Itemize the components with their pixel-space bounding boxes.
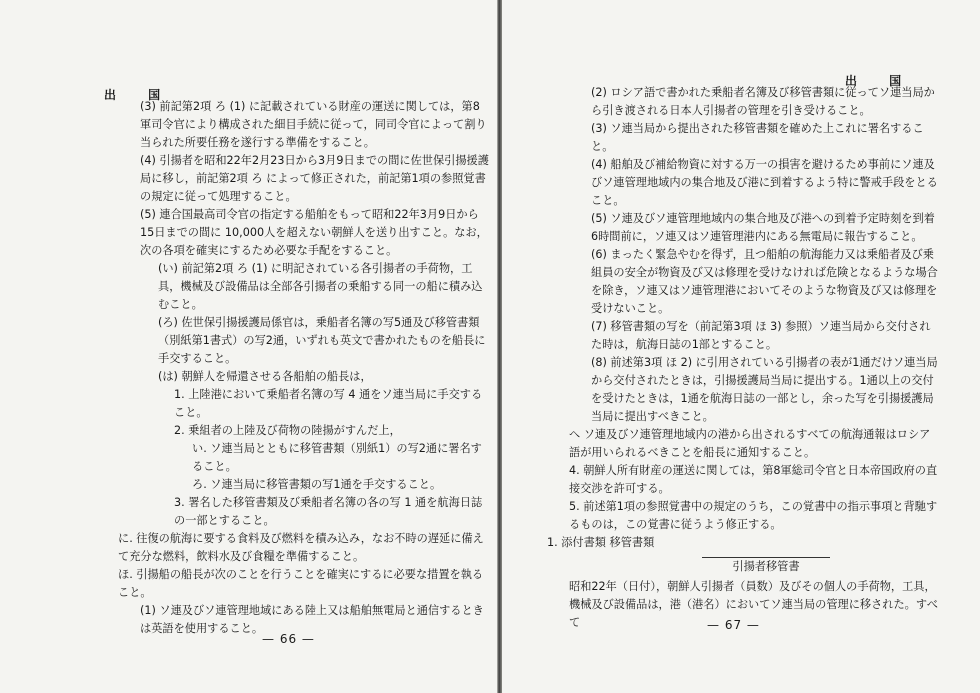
paragraph: ほ. 引揚船の船長が次のことを行うことを確実にするに必要な措置を執ること。 bbox=[118, 568, 484, 599]
paragraph: (は) 朝鮮人を帰還させる各船舶の船長は， bbox=[158, 370, 372, 383]
book-gutter bbox=[497, 0, 502, 693]
paragraph: へ ソ連及びソ連管理地域内の港から出されるすべての航海通報はロシア語が用いられるべきことを船長に通知すること。 bbox=[569, 428, 931, 459]
paragraph: 4. 朝鮮人所有財産の運送に関しては，第8軍総司令官と日本帝国政府の直接交渉を許可する。 bbox=[569, 464, 938, 495]
paragraph: (4) 引揚者を昭和22年2月23日から3月9日までの間に佐世保引揚援護局に移し，前記第2項 ろ によって修正された，前記第1項の参照覚書の規定に従って処理すること。 bbox=[140, 154, 489, 203]
paragraph: (6) まったく緊急やむを得ず，且つ船舶の航海能力又は乗船者及び乗組員の安全が物資及び又は修理を受けなければ危険となるような場合を除き，ソ連又はソ連管理港においてそのような物資及び又は修理を受けないこと。 bbox=[591, 248, 938, 315]
paragraph: 1. 添付書類 移管書類 bbox=[547, 536, 655, 549]
paragraph: (5) ソ連及びソ連管理地域内の集合地及び港への到着予定時刻を到着6時間前に，ソ連又はソ連管理港内にある無電局に報告すること。 bbox=[591, 212, 935, 243]
page-header: 出 国 bbox=[104, 88, 175, 102]
paragraph: (8) 前述第3項 ほ 2) に引用されている引揚者の表が1通だけソ連当局から交付されたときは，引揚援護局当局に提出する。1通以上の交付を受けたときは，1通を航海日誌の一部とし，余った写を引揚援護局当局に提出すべきこと。 bbox=[591, 356, 938, 423]
paragraph: 2. 乗組者の上陸及び荷物の陸揚がすんだ上， bbox=[174, 424, 401, 437]
page-number: — 66 — bbox=[262, 632, 315, 646]
paragraph: (い) 前記第2項 ろ (1) に明記されている各引揚者の手荷物，工具，機械及び設備品は全部各引揚者の乗船する同一の船に積み込むこと。 bbox=[158, 262, 483, 311]
paragraph: (4) 船舶及び補給物資に対する万一の損害を避けるため事前にソ連及びソ連管理地域内の集合地及び港に到着するよう特に警戒手段をとること。 bbox=[591, 158, 938, 207]
paragraph: (7) 移管書類の写を（前記第3項 ほ 3) 参照）ソ連当局から交付された時は，航海日誌の1部とすること。 bbox=[591, 320, 931, 351]
paragraph: (1) ソ連及びソ連管理地域にある陸上又は船舶無電局と通信するときは英語を使用すること。 bbox=[140, 604, 484, 635]
paragraph: に. 往復の航海に要する食料及び燃料を積み込み，なお不時の遅延に備えて充分な燃料，飲料水及び食糧を準備すること。 bbox=[118, 532, 484, 563]
page-body bbox=[547, 84, 941, 632]
paragraph: 1. 上陸港において乗船者名簿の写 4 通をソ連当局に手交すること。 bbox=[174, 388, 483, 419]
paragraph: ろ. ソ連当局に移管書類の写1通を手交すること。 bbox=[192, 478, 442, 491]
page-number: — 67 — bbox=[707, 618, 760, 632]
paragraph: (3) ソ連当局から提出された移管書類を確めた上これに署名すること。 bbox=[591, 122, 924, 153]
form-body: 昭和22年（日付），朝鮮人引揚者（員数）及びその個人の手荷物，工具，機械及び設備品は，港（港名）においてソ連当局の管理に移された。すべて bbox=[569, 580, 938, 629]
paragraph: 5. 前述第1項の参照覚書中の規定のうち，この覚書中の指示事項と背馳するものは，この覚書に従うよう修正する。 bbox=[569, 500, 938, 531]
page-body bbox=[118, 98, 490, 638]
paragraph: い. ソ連当局とともに移管書類（別紙1）の写2通に署名すること。 bbox=[192, 442, 482, 473]
form-title-text: 引揚者移管書 bbox=[702, 557, 829, 573]
paragraph: (ろ) 佐世保引揚援護局係官は，乗船者名簿の写5通及び移管書類（別紙第1書式）の写2通，いずれも英文で書かれたものを船長に手交すること。 bbox=[158, 316, 486, 365]
right-page bbox=[505, 0, 980, 693]
paragraph: (3) 前記第2項 ろ (1) に記載されている財産の運送に関しては，第8軍司令官により構成された細目手続に従って，同司令官によって割り当られた所要任務を遂行する準備をすること。 bbox=[140, 100, 487, 149]
paragraph: (5) 連合国最高司令官の指定する船舶をもって昭和22年3月9日から15日までの間に 10,000人を超えない朝鮮人を送り出すこと。なお，次の各項を確実にするため必要な手配をすること。 bbox=[140, 208, 488, 257]
paragraph: (2) ロシア語で書かれた乗船者名簿及び移管書類に従ってソ連当局から引き渡される日本人引揚者の管理を引き受けること。 bbox=[591, 86, 935, 117]
form-title bbox=[591, 558, 941, 576]
page-header: 出 国 bbox=[845, 74, 916, 88]
paragraph: 3. 署名した移管書類及び乗船者名簿の各の写 1 通を航海日誌の一部とすること。 bbox=[174, 496, 483, 527]
